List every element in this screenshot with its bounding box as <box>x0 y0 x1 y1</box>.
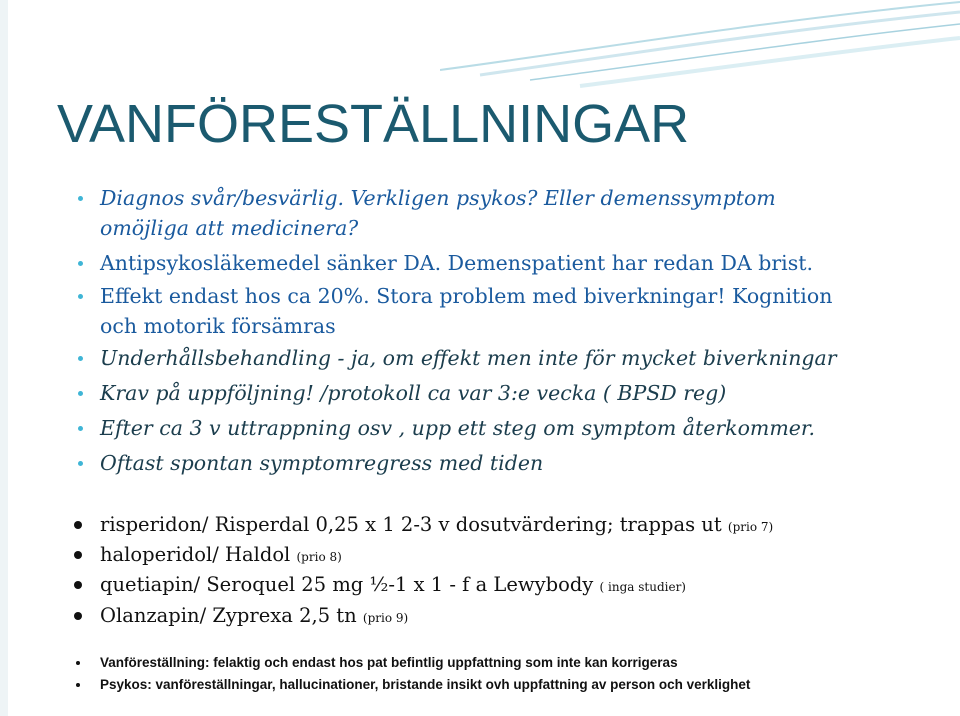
bullet-icon <box>78 426 83 431</box>
bullet-icon <box>78 294 83 299</box>
bullet-icon <box>78 391 83 396</box>
bullet-icon <box>74 612 82 620</box>
bullet-item <box>70 281 832 341</box>
drug-item <box>70 541 342 571</box>
page-title: VANFÖRESTÄLLNINGAR <box>57 94 690 154</box>
bullet-icon <box>76 683 80 687</box>
bullet-icon <box>74 551 82 559</box>
drug-priority: (prio 8) <box>296 550 342 564</box>
drug-item <box>70 511 773 541</box>
bullet-icon <box>78 461 83 466</box>
bullet-item <box>70 413 815 443</box>
left-border <box>0 0 8 716</box>
drug-text: haloperidol/ Haldol <box>100 543 297 566</box>
bullet-item <box>70 248 813 278</box>
bullet-icon <box>74 581 82 589</box>
drug-text: quetiapin/ Seroquel 25 mg ½-1 x 1 - f a Lewybody <box>100 573 600 596</box>
bullet-icon <box>74 521 82 529</box>
drug-text: Olanzapin/ Zyprexa 2,5 tn <box>100 604 363 627</box>
bullet-text: Underhållsbehandling - ja, om effekt men inte för mycket biverkningar <box>100 346 837 370</box>
bullet-icon <box>78 356 83 361</box>
bullet-item <box>70 448 543 478</box>
drug-text: risperidon/ Risperdal 0,25 x 1 2-3 v dosutvärdering; trappas ut <box>100 513 728 536</box>
bullet-text: Oftast spontan symptomregress med tiden <box>100 451 544 475</box>
note-item <box>70 654 678 672</box>
bullet-item <box>70 183 776 243</box>
bullet-text: Antipsykosläkemedel sänker DA. Demenspatient har redan DA brist. <box>100 251 813 275</box>
note-item <box>70 676 750 694</box>
note-text: Vanföreställning: felaktig och endast hos pat befintlig uppfattning som inte kan korrigeras <box>100 655 678 670</box>
drug-item <box>70 571 686 601</box>
drug-priority: ( inga studier) <box>599 580 686 594</box>
bullet-text-cont: och motorik försämras <box>100 314 336 338</box>
drug-priority: (prio 7) <box>727 520 774 534</box>
bullet-text: Efter ca 3 v uttrappning osv , upp ett steg om symptom återkommer. <box>100 416 815 440</box>
decorative-swoosh <box>440 0 960 90</box>
bullet-text: Effekt endast hos ca 20%. Stora problem med biverkningar! Kognition <box>100 284 833 308</box>
drug-priority: (prio 9) <box>362 611 409 625</box>
bullet-icon <box>78 196 83 201</box>
bullet-text: Krav på uppföljning! /protokoll ca var 3:e vecka ( BPSD reg) <box>100 381 727 405</box>
drug-item <box>70 602 408 632</box>
bullet-text-cont: omöjliga att medicinera? <box>100 216 359 240</box>
bullet-item <box>70 378 726 408</box>
bullet-icon <box>78 261 83 266</box>
bullet-text: Diagnos svår/besvärlig. Verkligen psykos? Eller demenssymptom <box>100 186 776 210</box>
bullet-item <box>70 343 837 373</box>
note-text: Psykos: vanföreställningar, hallucinationer, bristande insikt ovh uppfattning av person och verklighet <box>100 677 751 692</box>
bullet-icon <box>76 661 80 665</box>
